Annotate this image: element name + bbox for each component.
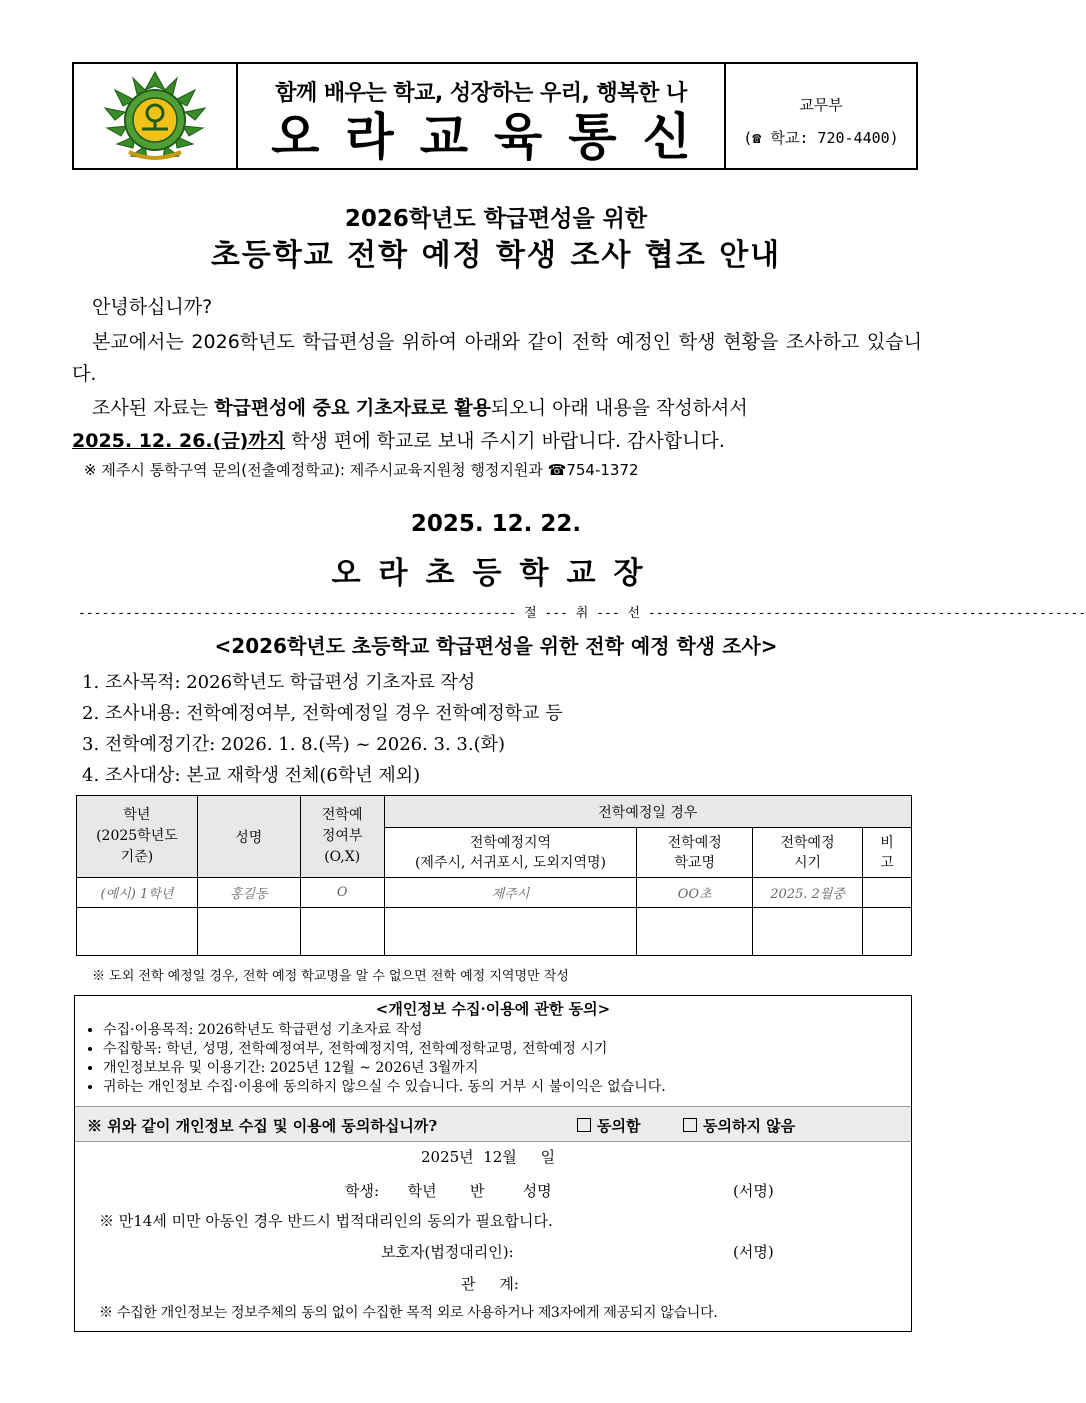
body-paragraph-2 <box>72 392 922 458</box>
list-item: • 개인정보보유 및 이용기간: 2025년 12월 ~ 2026년 3월까지 <box>103 1059 911 1078</box>
agree-option[interactable] <box>577 1115 640 1136</box>
input-name-cell[interactable] <box>197 908 300 956</box>
deadline-text: 2025. 12. 26.(금)까지 <box>72 430 286 452</box>
document-title: 초등학교 전학 예정 학생 조사 협조 안내 <box>210 238 782 273</box>
table-footnote: ※ 도외 전학 예정일 경우, 전학 예정 학교명을 알 수 없으면 전학 예정 지역명만 작성 <box>92 969 569 984</box>
example-grade: (예시) 1학년 <box>77 878 198 908</box>
agree-label: 동의함 <box>597 1117 641 1135</box>
consent-question: ※ 위와 같이 개인정보 수집 및 이용에 동의하십니까? <box>87 1117 438 1135</box>
consent-date-line: 2025년 12월 일 <box>421 1148 556 1166</box>
survey-item: 1. 조사목적: 2026학년도 학급편성 기초자료 작성 <box>82 672 476 693</box>
student-line[interactable]: 학생: 학년 반 성명 <box>345 1182 552 1200</box>
department-label: 교무부 <box>799 96 843 114</box>
body-text-part: 학생 편에 학교로 보내 주시기 바랍니다. 감사합니다. <box>285 430 725 452</box>
disagree-label: 동의하지 않음 <box>703 1117 796 1135</box>
list-item: • 귀하는 개인정보 수집·이용에 동의하지 않으실 수 있습니다. 동의 거부 시 불이익은 없습니다. <box>103 1078 911 1097</box>
input-grade-cell[interactable] <box>77 908 198 956</box>
principal-signature: 오라초등학교장 <box>331 556 661 591</box>
input-region-cell[interactable] <box>384 908 637 956</box>
survey-item: 4. 조사대상: 본교 재학생 전체(6학년 제외) <box>82 765 421 786</box>
consent-bullets <box>75 1021 911 1097</box>
table-row-example <box>77 878 912 908</box>
example-name: 홍길동 <box>197 878 300 908</box>
survey-table <box>76 795 912 956</box>
input-school-cell[interactable] <box>637 908 753 956</box>
issue-date: 2025. 12. 22. <box>410 511 582 537</box>
input-time-cell[interactable] <box>753 908 863 956</box>
consent-title: <개인정보 수집·이용에 관한 동의> <box>375 1000 611 1018</box>
cut-line: -------------------------------------------------------- 절 --- 취 --- 선 -------------------------------------------------------- <box>78 606 1086 621</box>
input-plan-cell[interactable] <box>300 908 384 956</box>
list-item: • 수집·이용목적: 2026학년도 학급편성 기초자료 작성 <box>103 1021 911 1040</box>
school-slogan: 함께 배우는 학교, 성장하는 우리, 행복한 나 <box>275 81 687 106</box>
newsletter-title: 오라교육통신 <box>271 107 717 166</box>
greeting-text: 안녕하십니까? <box>92 296 213 318</box>
header-note: 비 고 <box>863 828 912 878</box>
header-transfer-group: 전학예정일 경우 <box>384 796 911 828</box>
survey-item: 2. 조사내용: 전학예정여부, 전학예정일 경우 전학예정학교 등 <box>82 703 563 724</box>
emphasis-text: 학급편성에 중요 기초자료로 활용 <box>214 397 492 419</box>
school-logo <box>74 64 238 168</box>
example-region: 제주시 <box>384 878 637 908</box>
guardian-field[interactable]: 보호자(법정대리인): <box>381 1243 514 1261</box>
header-name: 성명 <box>197 796 300 878</box>
header-grade: 학년 (2025학년도 기준) <box>77 796 198 878</box>
consent-question-band <box>75 1106 911 1142</box>
relation-field[interactable]: 관 계: <box>461 1275 519 1293</box>
body-text-part: 조사된 자료는 <box>92 397 215 419</box>
example-note <box>863 878 912 908</box>
list-item: • 수집항목: 학년, 성명, 전학예정여부, 전학예정지역, 전학예정학교명, 전학예정 시기 <box>103 1040 911 1059</box>
agree-checkbox[interactable] <box>577 1118 591 1132</box>
input-note-cell[interactable] <box>863 908 912 956</box>
document-subtitle: 2026학년도 학급편성을 위한 <box>344 206 648 232</box>
example-time: 2025. 2월중 <box>753 878 863 908</box>
final-privacy-note: ※ 수집한 개인정보는 정보주체의 동의 없이 수집한 목적 외로 사용하거나 제3자에게 제공되지 않습니다. <box>99 1305 718 1321</box>
disagree-checkbox[interactable] <box>683 1118 697 1132</box>
survey-item: 3. 전학예정기간: 2026. 1. 8.(목) ~ 2026. 3. 3.(화) <box>82 734 506 755</box>
header-center <box>238 64 726 168</box>
header-time: 전학예정 시기 <box>753 828 863 878</box>
guardian-sign-label: (서명) <box>733 1243 774 1261</box>
example-plan: O <box>300 878 384 908</box>
school-phone: (☎ 학교: 720-4400) <box>743 129 899 147</box>
school-emblem-icon <box>95 68 215 164</box>
newsletter-header <box>72 62 918 170</box>
example-school: OO초 <box>637 878 753 908</box>
disagree-option[interactable] <box>683 1115 795 1136</box>
body-paragraph-1: 본교에서는 2026학년도 학급편성을 위하여 아래와 같이 전학 예정인 학생 현황을 조사하고 있습니다. <box>72 331 922 385</box>
student-sign-label: (서명) <box>733 1182 774 1200</box>
consent-box <box>74 995 912 1332</box>
header-contact <box>726 64 916 168</box>
header-transfer-plan: 전학예 정여부 (O,X) <box>300 796 384 878</box>
header-school: 전학예정 학교명 <box>637 828 753 878</box>
survey-title: <2026학년도 초등학교 학급편성을 위한 전학 예정 학생 조사> <box>214 634 778 658</box>
table-row-input[interactable] <box>77 908 912 956</box>
header-region: 전학예정지역 (제주시, 서귀포시, 도외지역명) <box>384 828 637 878</box>
minor-consent-note: ※ 만14세 미만 아동인 경우 반드시 법적대리인의 동의가 필요합니다. <box>99 1212 553 1230</box>
body-text-part: 되오니 아래 내용을 작성하셔서 <box>491 397 748 419</box>
inquiry-note: ※ 제주시 통학구역 문의(전출예정학교): 제주시교육지원청 행정지원과 ☎754-1372 <box>84 461 639 479</box>
